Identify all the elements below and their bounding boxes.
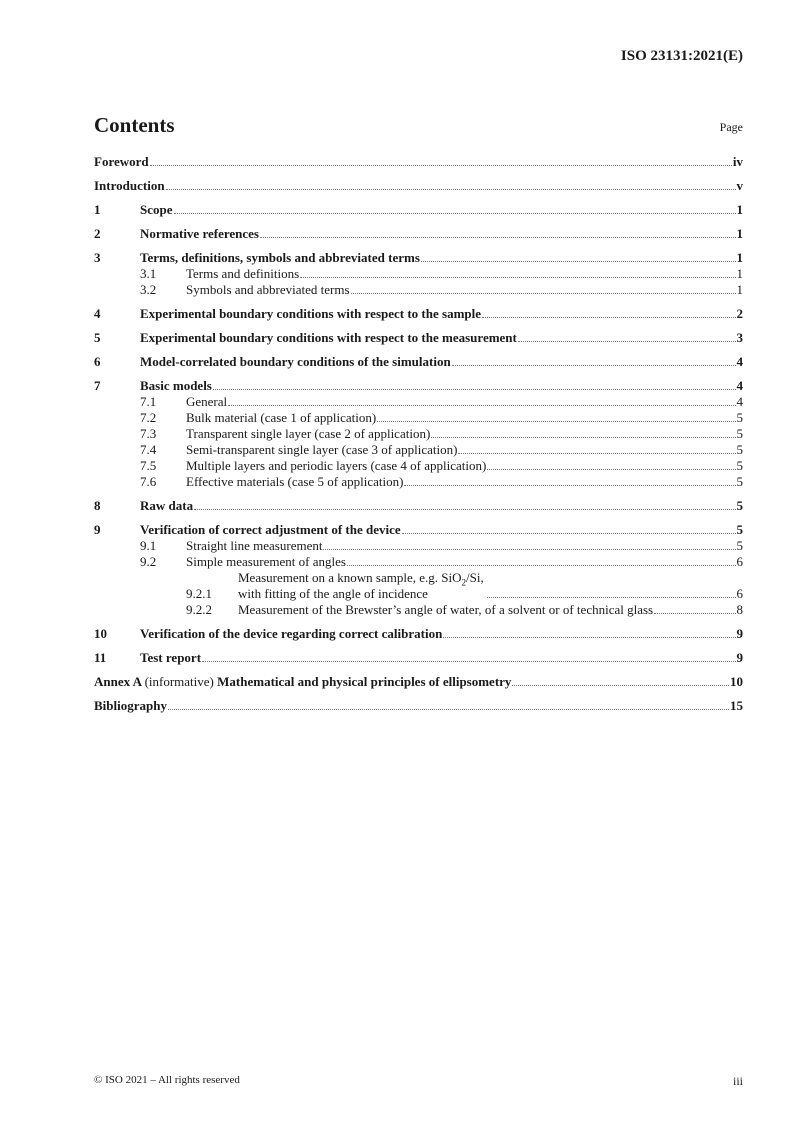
toc-entry-number: 9.2.1 [186, 586, 212, 601]
toc-entry-title[interactable]: Model-correlated boundary conditions of the simulation [140, 354, 451, 369]
toc-entry[interactable] [94, 458, 743, 474]
dot-leader [421, 261, 736, 262]
toc-entry-title[interactable]: Normative references [140, 226, 259, 241]
toc-entry[interactable] [94, 394, 743, 410]
toc-entry-number: 7.1 [140, 394, 157, 409]
toc-entry[interactable] [94, 426, 743, 442]
toc-entry-page[interactable]: iv [732, 154, 743, 169]
toc-entry-page[interactable]: 4 [736, 378, 743, 393]
toc-entry-number: 8 [94, 498, 101, 513]
toc-entry-title[interactable] [94, 674, 511, 690]
toc-entry[interactable] [94, 698, 743, 714]
toc-entry[interactable] [94, 354, 743, 370]
document-id: ISO 23131:2021(E) [620, 48, 743, 64]
toc-entry[interactable] [94, 626, 743, 642]
dot-leader [150, 165, 732, 166]
dot-leader [202, 661, 735, 662]
dot-leader [458, 453, 735, 454]
toc-entry-title[interactable]: General [186, 394, 228, 409]
toc-entry-number: 3.2 [140, 282, 157, 297]
copyright-footer: © ISO 2021 – All rights reserved [94, 1074, 240, 1086]
toc-entry-page[interactable]: 9 [736, 650, 743, 665]
toc-entry[interactable] [94, 674, 743, 690]
toc-entry-page[interactable]: 5 [736, 458, 743, 473]
toc-entry[interactable] [94, 498, 743, 514]
dot-leader [404, 485, 735, 486]
toc-entry-number: 7.6 [140, 474, 157, 489]
toc-entry-title[interactable]: Straight line measurement [186, 538, 323, 553]
toc-entry-page[interactable]: 1 [736, 266, 743, 281]
dot-leader [518, 341, 736, 342]
toc-entry-number: 9 [94, 522, 101, 537]
dot-leader [168, 709, 729, 710]
toc-entry[interactable] [94, 250, 743, 266]
toc-entry-number: 7.5 [140, 458, 157, 473]
toc-entry-title-part: Mathematical and physical principles of ellipsometry [217, 674, 512, 689]
toc-entry-number: 9.2 [140, 554, 157, 569]
toc-entry-page[interactable]: 1 [736, 250, 743, 265]
toc-entry-title[interactable]: Basic models [140, 378, 212, 393]
toc-entry-page[interactable]: 6 [736, 586, 743, 601]
toc-entry[interactable] [94, 602, 743, 618]
toc-entry-number: 4 [94, 306, 101, 321]
toc-entry-title[interactable]: Experimental boundary conditions with respect to the measurement [140, 330, 517, 345]
toc-entry-title[interactable]: Verification of correct adjustment of the device [140, 522, 401, 537]
toc-entry[interactable] [94, 378, 743, 394]
toc-entry-page[interactable]: 5 [736, 538, 743, 553]
page-number: iii [732, 1074, 743, 1088]
dot-leader [260, 237, 736, 238]
toc-entry-number: 2 [94, 226, 101, 241]
toc-entry[interactable] [94, 202, 743, 218]
toc-entry-title[interactable]: Introduction [94, 178, 165, 193]
toc-entry[interactable] [94, 410, 743, 426]
toc-entry-title[interactable]: Scope [140, 202, 173, 217]
toc-entry-number: 1 [94, 202, 101, 217]
dot-leader [452, 365, 736, 366]
toc-entry-page[interactable]: 5 [736, 410, 743, 425]
toc-entry-title[interactable]: Symbols and abbreviated terms [186, 282, 350, 297]
toc-entry-page[interactable]: 1 [736, 202, 743, 217]
toc-entry-number: 10 [94, 626, 107, 641]
toc-entry-title-part: Annex A [94, 674, 145, 689]
toc-entry[interactable] [94, 154, 743, 170]
toc-entry[interactable] [94, 522, 743, 538]
toc-entry-page[interactable]: 9 [736, 626, 743, 641]
toc-entry-number: 3 [94, 250, 101, 265]
toc-entry[interactable] [94, 306, 743, 322]
toc-entry-page[interactable]: 15 [730, 698, 743, 713]
dot-leader [166, 189, 736, 190]
toc-entry-title[interactable]: Verification of the device regarding correct calibration [140, 626, 443, 641]
toc-entry-number: 11 [94, 650, 107, 665]
dot-leader [351, 293, 736, 294]
toc-entry[interactable] [94, 226, 743, 242]
dot-leader [443, 637, 735, 638]
toc-entry-title[interactable]: Measurement of the Brewster’s angle of water, of a solvent or of technical glass [238, 602, 654, 617]
toc-entry-page[interactable]: 6 [736, 554, 743, 569]
toc-entry-title-part: 2 [461, 577, 466, 588]
toc-entry[interactable] [94, 474, 743, 490]
toc-entry-page[interactable]: 1 [736, 226, 743, 241]
toc-entry-title[interactable]: Foreword [94, 154, 149, 169]
dot-leader [377, 421, 735, 422]
toc-entry-title-part: /Si, with fitting of the angle of incidence [238, 570, 484, 601]
toc-entry-title-part: Measurement on a known sample, e.g. SiO [238, 570, 462, 585]
toc-entry[interactable] [94, 266, 743, 282]
dot-leader [482, 317, 735, 318]
toc-entry-page[interactable]: 5 [736, 426, 743, 441]
toc-entry-page[interactable]: 10 [730, 674, 743, 689]
toc-entry-number: 5 [94, 330, 101, 345]
toc-entry-page[interactable]: 4 [736, 354, 743, 369]
toc-entry-title[interactable] [238, 570, 486, 602]
dot-leader [347, 565, 736, 566]
dot-leader [431, 437, 735, 438]
toc-entry[interactable] [94, 178, 743, 194]
dot-leader [213, 389, 736, 390]
toc-entry-number: 7.4 [140, 442, 157, 457]
toc-entry-title[interactable]: Terms, definitions, symbols and abbreviated terms [140, 250, 420, 265]
toc-entry-number: 9.1 [140, 538, 157, 553]
toc-entry-number: 3.1 [140, 266, 157, 281]
toc-entry-title[interactable]: Semi-transparent single layer (case 3 of application) [186, 442, 458, 457]
page-column-label: Page [719, 120, 743, 134]
page-title: Contents [94, 113, 175, 137]
toc-entry-title[interactable]: Raw data [140, 498, 194, 513]
table-of-contents [94, 154, 743, 714]
dot-leader [487, 469, 735, 470]
toc-entry-page[interactable]: 1 [736, 282, 743, 297]
toc-entry-title[interactable]: Bulk material (case 1 of application) [186, 410, 377, 425]
toc-entry-title[interactable]: Test report [140, 650, 202, 665]
toc-entry-title-part: (informative) [144, 674, 218, 689]
toc-entry-page[interactable]: 8 [736, 602, 743, 617]
toc-entry[interactable] [94, 554, 743, 570]
toc-entry-number: 7.3 [140, 426, 157, 441]
dot-leader [228, 405, 735, 406]
dot-leader [512, 685, 729, 686]
toc-entry-page[interactable]: 2 [736, 306, 743, 321]
toc-entry-page[interactable]: 5 [736, 522, 743, 537]
toc-entry-title[interactable]: Simple measurement of angles [186, 554, 346, 569]
dot-leader [323, 549, 735, 550]
toc-entry-page[interactable]: 5 [736, 498, 743, 513]
dot-leader [654, 613, 735, 614]
dot-leader [300, 277, 735, 278]
toc-entry[interactable] [94, 330, 743, 346]
dot-leader [174, 213, 736, 214]
toc-entry-page[interactable]: 4 [736, 394, 743, 409]
toc-entry[interactable] [94, 538, 743, 554]
toc-entry-title[interactable]: Transparent single layer (case 2 of application) [186, 426, 431, 441]
dot-leader [402, 533, 736, 534]
toc-entry-page[interactable]: 5 [736, 474, 743, 489]
toc-entry[interactable] [94, 442, 743, 458]
toc-entry[interactable] [94, 282, 743, 298]
toc-entry-title[interactable]: Bibliography [94, 698, 167, 713]
toc-entry-number: 6 [94, 354, 101, 369]
toc-entry-title[interactable]: Experimental boundary conditions with respect to the sample [140, 306, 482, 321]
toc-entry-title[interactable]: Terms and definitions [186, 266, 300, 281]
toc-entry[interactable] [94, 570, 743, 602]
toc-entry-title[interactable]: Multiple layers and periodic layers (case 4 of application) [186, 458, 487, 473]
toc-entry-page[interactable]: 5 [736, 442, 743, 457]
toc-entry[interactable] [94, 650, 743, 666]
toc-entry-number: 7 [94, 378, 101, 393]
dot-leader [194, 509, 735, 510]
dot-leader [487, 597, 735, 598]
toc-entry-page[interactable]: v [736, 178, 743, 193]
toc-entry-page[interactable]: 3 [736, 330, 743, 345]
toc-entry-number: 9.2.2 [186, 602, 212, 617]
toc-entry-title[interactable]: Effective materials (case 5 of application) [186, 474, 404, 489]
toc-entry-number: 7.2 [140, 410, 157, 425]
